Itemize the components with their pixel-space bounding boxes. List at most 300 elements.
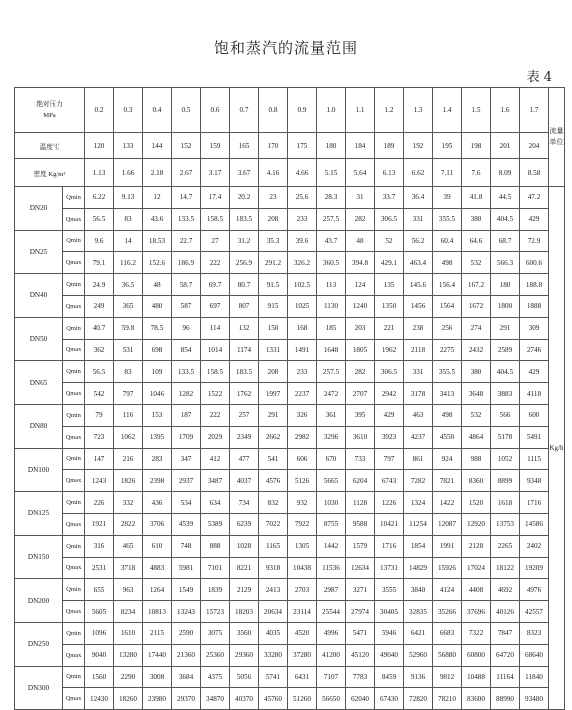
qmin-value: 380 xyxy=(462,361,491,383)
qmax-value: 72820 xyxy=(404,688,433,710)
qmin-value: 132 xyxy=(230,317,259,339)
qmax-value: 1921 xyxy=(85,513,114,535)
qmax-value: 4118 xyxy=(520,383,549,405)
density-value: 1.13 xyxy=(85,159,114,187)
qmax-value: 18203 xyxy=(230,601,259,623)
qmax-value: 5605 xyxy=(85,601,114,623)
qmax-value: 3883 xyxy=(491,383,520,405)
qmax-value: 331 xyxy=(404,208,433,230)
qmin-value: 4692 xyxy=(491,579,520,601)
qmax-value: 362 xyxy=(85,339,114,361)
qmin-value: 404.5 xyxy=(491,361,520,383)
table-row xyxy=(15,404,565,426)
qmin-value: 24.9 xyxy=(85,274,114,296)
qmax-value: 29370 xyxy=(172,688,201,710)
temperature-value: 180 xyxy=(317,133,346,159)
qmin-value: 1442 xyxy=(317,535,346,557)
qmax-value: 463.4 xyxy=(404,252,433,274)
qmin-value: 41.8 xyxy=(462,187,491,209)
dn-size-label: DN40 xyxy=(15,274,63,318)
qmax-value: 532 xyxy=(462,252,491,274)
density-value: 5.15 xyxy=(317,159,346,187)
temperature-value: 201 xyxy=(491,133,520,159)
qmax-value: 9318 xyxy=(259,557,288,579)
qmin-value: 3684 xyxy=(172,666,201,688)
qmax-value: 5491 xyxy=(520,426,549,448)
qmin-value: 33.7 xyxy=(375,187,404,209)
table-row xyxy=(15,492,565,514)
qmax-value: 3413 xyxy=(433,383,462,405)
dn-size-label: DN80 xyxy=(15,404,63,448)
qmin-value: 1096 xyxy=(85,622,114,644)
qmin-value: 116 xyxy=(114,404,143,426)
qmin-value: 361 xyxy=(317,404,346,426)
table-row xyxy=(15,426,565,448)
qmin-value: 72.9 xyxy=(520,230,549,252)
qmin-value: 39.6 xyxy=(288,230,317,252)
qmax-value: 1997 xyxy=(259,383,288,405)
qmax-value: 531 xyxy=(114,339,143,361)
qmax-label: Qmax xyxy=(63,688,85,710)
flow-unit-header-line2: 单位 xyxy=(549,138,564,146)
qmax-value: 2662 xyxy=(259,426,288,448)
qmax-value: 10813 xyxy=(143,601,172,623)
qmin-value: 9.6 xyxy=(85,230,114,252)
qmax-value: 257.5 xyxy=(317,208,346,230)
qmax-value: 8221 xyxy=(230,557,259,579)
table-row xyxy=(15,252,565,274)
qmin-value: 6431 xyxy=(288,666,317,688)
qmin-value: 156.4 xyxy=(433,274,462,296)
qmin-value: 355.5 xyxy=(433,361,462,383)
temperature-value: 175 xyxy=(288,133,317,159)
qmax-label: Qmax xyxy=(63,208,85,230)
pressure-value: 1.0 xyxy=(317,88,346,133)
qmax-value: 14586 xyxy=(520,513,549,535)
qmin-value: 412 xyxy=(201,448,230,470)
qmin-value: 1128 xyxy=(346,492,375,514)
qmax-value: 6743 xyxy=(375,470,404,492)
qmin-value: 1520 xyxy=(462,492,491,514)
qmax-value: 158.5 xyxy=(201,208,230,230)
qmin-value: 8323 xyxy=(520,622,549,644)
table-row xyxy=(15,208,565,230)
temperature-value: 120 xyxy=(85,133,114,159)
qmin-value: 1854 xyxy=(404,535,433,557)
qmin-value: 68.7 xyxy=(491,230,520,252)
qmin-value: 7322 xyxy=(462,622,491,644)
qmax-value: 21360 xyxy=(172,644,201,666)
qmax-value: 116.2 xyxy=(114,252,143,274)
qmax-value: 1025 xyxy=(288,295,317,317)
qmax-value: 222 xyxy=(201,252,230,274)
qmin-value: 436 xyxy=(143,492,172,514)
qmin-value: 60.4 xyxy=(433,230,462,252)
qmin-value: 463 xyxy=(404,404,433,426)
qmin-value: 216 xyxy=(114,448,143,470)
density-value: 4.16 xyxy=(259,159,288,187)
qmax-value: 4237 xyxy=(404,426,433,448)
qmax-value: 17440 xyxy=(143,644,172,666)
qmax-value: 183.5 xyxy=(230,208,259,230)
dn-size-label: DN25 xyxy=(15,230,63,274)
qmin-value: 11164 xyxy=(491,666,520,688)
qmin-value: 256 xyxy=(433,317,462,339)
qmax-value: 2472 xyxy=(317,383,346,405)
qmin-value: 7107 xyxy=(317,666,346,688)
qmax-value: 1709 xyxy=(172,426,201,448)
temperature-row xyxy=(15,133,565,159)
pressure-value: 0.7 xyxy=(230,88,259,133)
temperature-value: 159 xyxy=(201,133,230,159)
qmin-value: 309 xyxy=(520,317,549,339)
table-row xyxy=(15,230,565,252)
qmax-value: 62040 xyxy=(346,688,375,710)
qmin-label: Qmin xyxy=(63,535,85,557)
qmin-value: 2402 xyxy=(520,535,549,557)
qmax-label: Qmax xyxy=(63,601,85,623)
qmax-value: 56880 xyxy=(433,644,462,666)
qmin-value: 1618 xyxy=(491,492,520,514)
qmax-value: 12430 xyxy=(85,688,114,710)
qmax-value: 6239 xyxy=(230,513,259,535)
qmin-value: 932 xyxy=(288,492,317,514)
qmin-value: 208 xyxy=(259,361,288,383)
qmax-value: 9348 xyxy=(520,470,549,492)
qmin-value: 283 xyxy=(143,448,172,470)
qmin-value: 150 xyxy=(259,317,288,339)
qmax-value: 42557 xyxy=(520,601,549,623)
table-row xyxy=(15,622,565,644)
qmax-value: 1491 xyxy=(288,339,317,361)
qmin-value: 4996 xyxy=(317,622,346,644)
qmin-value: 316 xyxy=(85,535,114,557)
qmin-label: Qmin xyxy=(63,448,85,470)
temperature-value: 133 xyxy=(114,133,143,159)
qmin-value: 670 xyxy=(317,448,346,470)
pressure-value: 0.6 xyxy=(201,88,230,133)
qmin-value: 109 xyxy=(143,361,172,383)
qmax-value: 45120 xyxy=(346,644,375,666)
qmin-value: 566 xyxy=(491,404,520,426)
qmax-value: 1672 xyxy=(462,295,491,317)
table-row xyxy=(15,361,565,383)
qmin-value: 233 xyxy=(288,361,317,383)
qmin-value: 606 xyxy=(288,448,317,470)
qmin-value: 7847 xyxy=(491,622,520,644)
qmin-value: 96 xyxy=(172,317,201,339)
pressure-value: 1.2 xyxy=(375,88,404,133)
qmax-value: 23980 xyxy=(143,688,172,710)
qmax-value: 723 xyxy=(85,426,114,448)
qmin-value: 734 xyxy=(230,492,259,514)
density-value: 7.6 xyxy=(462,159,491,187)
qmax-value: 807 xyxy=(230,295,259,317)
density-value: 3.67 xyxy=(230,159,259,187)
qmin-value: 14.7 xyxy=(172,187,201,209)
temperature-label: 温度℃ xyxy=(15,133,85,159)
pressure-value: 1.1 xyxy=(346,88,375,133)
flow-unit-header-cell xyxy=(549,88,565,187)
qmax-value: 17024 xyxy=(462,557,491,579)
table-row xyxy=(15,688,565,710)
qmin-value: 1028 xyxy=(230,535,259,557)
qmax-label: Qmax xyxy=(63,252,85,274)
qmax-value: 1564 xyxy=(433,295,462,317)
qmin-value: 36.5 xyxy=(114,274,143,296)
qmin-label: Qmin xyxy=(63,317,85,339)
qmax-value: 1240 xyxy=(346,295,375,317)
qmin-value: 748 xyxy=(172,535,201,557)
qmin-value: 306.5 xyxy=(375,361,404,383)
qmax-value: 1522 xyxy=(201,383,230,405)
qmax-value: 15926 xyxy=(433,557,462,579)
qmax-value: 2746 xyxy=(520,339,549,361)
qmax-value: 49040 xyxy=(375,644,404,666)
qmax-value: 2432 xyxy=(462,339,491,361)
qmin-value: 5946 xyxy=(375,622,404,644)
qmin-value: 23 xyxy=(259,187,288,209)
temperature-value: 144 xyxy=(143,133,172,159)
qmin-label: Qmin xyxy=(63,274,85,296)
qmin-value: 153 xyxy=(143,404,172,426)
density-value: 2.18 xyxy=(143,159,172,187)
qmax-value: 306.5 xyxy=(375,208,404,230)
qmax-value: 7821 xyxy=(433,470,462,492)
qmax-label: Qmax xyxy=(63,557,85,579)
qmax-value: 18122 xyxy=(491,557,520,579)
qmin-value: 48 xyxy=(143,274,172,296)
qmax-value: 78210 xyxy=(433,688,462,710)
qmax-value: 12634 xyxy=(346,557,375,579)
qmin-value: 6.22 xyxy=(85,187,114,209)
pressure-value: 0.4 xyxy=(143,88,172,133)
qmin-value: 3008 xyxy=(143,666,172,688)
table-row xyxy=(15,601,565,623)
table-row xyxy=(15,557,565,579)
qmin-value: 797 xyxy=(375,448,404,470)
qmax-value: 4037 xyxy=(230,470,259,492)
table-row xyxy=(15,448,565,470)
qmax-value: 7922 xyxy=(288,513,317,535)
qmin-value: 326 xyxy=(288,404,317,426)
qmin-value: 39 xyxy=(433,187,462,209)
qmax-value: 8755 xyxy=(317,513,346,535)
table-row xyxy=(15,579,565,601)
qmin-value: 28.3 xyxy=(317,187,346,209)
qmin-value: 188.8 xyxy=(520,274,549,296)
qmax-value: 23114 xyxy=(288,601,317,623)
pressure-value: 0.2 xyxy=(85,88,114,133)
qmax-value: 1888 xyxy=(520,295,549,317)
qmax-value: 12087 xyxy=(433,513,462,535)
qmin-value: 238 xyxy=(404,317,433,339)
qmax-value: 3296 xyxy=(317,426,346,448)
qmin-value: 222 xyxy=(201,404,230,426)
document-title: 饱和蒸汽的流量范围 xyxy=(213,39,358,57)
qmin-value: 145.6 xyxy=(404,274,433,296)
qmax-value: 1762 xyxy=(230,383,259,405)
qmin-value: 332 xyxy=(114,492,143,514)
qmin-value: 541 xyxy=(259,448,288,470)
qmin-value: 3075 xyxy=(201,622,230,644)
qmax-value: 2398 xyxy=(143,470,172,492)
qmin-value: 600 xyxy=(520,404,549,426)
dn-size-label: DN100 xyxy=(15,448,63,492)
pressure-value: 0.8 xyxy=(259,88,288,133)
qmax-value: 40126 xyxy=(491,601,520,623)
flow-unit-header-line1: 流量 xyxy=(549,127,564,135)
qmin-value: 14 xyxy=(114,230,143,252)
qmax-value: 1805 xyxy=(346,339,375,361)
qmin-value: 1305 xyxy=(288,535,317,557)
qmax-value: 3487 xyxy=(201,470,230,492)
qmin-value: 40.7 xyxy=(85,317,114,339)
table-row xyxy=(15,513,565,535)
qmin-value: 2590 xyxy=(172,622,201,644)
qmin-value: 1839 xyxy=(201,579,230,601)
density-value: 5.64 xyxy=(346,159,375,187)
qmax-value: 13243 xyxy=(172,601,201,623)
qmax-value: 43.6 xyxy=(143,208,172,230)
flow-unit-value: Kg/h xyxy=(549,187,565,710)
qmin-value: 1579 xyxy=(346,535,375,557)
temperature-value: 192 xyxy=(404,133,433,159)
qmax-value: 13731 xyxy=(375,557,404,579)
qmax-value: 25544 xyxy=(317,601,346,623)
qmax-value: 11254 xyxy=(404,513,433,535)
qmin-value: 5471 xyxy=(346,622,375,644)
qmax-value: 355.5 xyxy=(433,208,462,230)
qmin-value: 18.53 xyxy=(143,230,172,252)
qmax-value: 67430 xyxy=(375,688,404,710)
qmin-value: 43.7 xyxy=(317,230,346,252)
qmin-value: 832 xyxy=(259,492,288,514)
qmin-value: 3555 xyxy=(375,579,404,601)
qmax-value: 3706 xyxy=(143,513,172,535)
qmax-value: 1014 xyxy=(201,339,230,361)
density-value: 4.66 xyxy=(288,159,317,187)
qmin-value: 2413 xyxy=(259,579,288,601)
table-row xyxy=(15,274,565,296)
qmax-value: 152.6 xyxy=(143,252,172,274)
qmax-value: 19209 xyxy=(520,557,549,579)
qmin-value: 2987 xyxy=(317,579,346,601)
pressure-value: 1.7 xyxy=(520,88,549,133)
qmax-value: 56650 xyxy=(317,688,346,710)
qmax-value: 13753 xyxy=(491,513,520,535)
qmax-value: 291.2 xyxy=(259,252,288,274)
qmin-value: 22.7 xyxy=(172,230,201,252)
temperature-value: 152 xyxy=(172,133,201,159)
qmin-value: 91.5 xyxy=(259,274,288,296)
qmin-value: 988 xyxy=(462,448,491,470)
qmax-value: 3648 xyxy=(462,383,491,405)
qmin-value: 282 xyxy=(346,361,375,383)
qmin-value: 64.6 xyxy=(462,230,491,252)
qmax-value: 2029 xyxy=(201,426,230,448)
qmax-value: 11536 xyxy=(317,557,346,579)
dn-size-label: DN50 xyxy=(15,317,63,361)
qmax-value: 6204 xyxy=(346,470,375,492)
qmin-value: 634 xyxy=(201,492,230,514)
qmax-value: 56.5 xyxy=(85,208,114,230)
qmin-value: 1549 xyxy=(172,579,201,601)
qmax-value: 37280 xyxy=(288,644,317,666)
qmin-value: 80.7 xyxy=(230,274,259,296)
table-row xyxy=(15,383,565,405)
qmin-value: 3271 xyxy=(346,579,375,601)
density-value: 8.58 xyxy=(520,159,549,187)
qmin-value: 4520 xyxy=(288,622,317,644)
qmin-value: 44.5 xyxy=(491,187,520,209)
dn-size-label: DN65 xyxy=(15,361,63,405)
qmin-value: 5056 xyxy=(230,666,259,688)
qmin-value: 347 xyxy=(172,448,201,470)
qmin-value: 733 xyxy=(346,448,375,470)
qmax-value: 33280 xyxy=(259,644,288,666)
qmax-value: 186.9 xyxy=(172,252,201,274)
qmax-value: 12920 xyxy=(462,513,491,535)
pressure-unit: MPa xyxy=(43,112,56,119)
qmax-value: 8899 xyxy=(491,470,520,492)
qmin-value: 113 xyxy=(317,274,346,296)
qmin-value: 3840 xyxy=(404,579,433,601)
density-label: 密度 Kg/m³ xyxy=(15,159,85,187)
qmax-value: 5665 xyxy=(317,470,346,492)
qmin-value: 8459 xyxy=(375,666,404,688)
qmax-value: 32835 xyxy=(404,601,433,623)
qmin-value: 221 xyxy=(375,317,404,339)
qmin-value: 1226 xyxy=(375,492,404,514)
qmin-value: 56.5 xyxy=(85,361,114,383)
table-row xyxy=(15,666,565,688)
qmin-value: 331 xyxy=(404,361,433,383)
qmin-value: 6683 xyxy=(433,622,462,644)
qmax-value: 1243 xyxy=(85,470,114,492)
pressure-header-cell xyxy=(15,88,85,133)
qmax-value: 9040 xyxy=(85,644,114,666)
qmin-value: 1165 xyxy=(259,535,288,557)
qmin-value: 1716 xyxy=(520,492,549,514)
qmax-value: 34870 xyxy=(201,688,230,710)
qmax-value: 13280 xyxy=(114,644,143,666)
temperature-value: 195 xyxy=(433,133,462,159)
qmax-value: 208 xyxy=(259,208,288,230)
pressure-value: 0.9 xyxy=(288,88,317,133)
qmax-value: 2275 xyxy=(433,339,462,361)
qmax-value: 697 xyxy=(201,295,230,317)
density-value: 6.62 xyxy=(404,159,433,187)
table-row xyxy=(15,317,565,339)
qmin-label: Qmin xyxy=(63,404,85,426)
qmax-value: 566.3 xyxy=(491,252,520,274)
qmin-value: 59.8 xyxy=(114,317,143,339)
qmax-value: 797 xyxy=(114,383,143,405)
qmax-value: 429 xyxy=(520,208,549,230)
qmin-value: 1052 xyxy=(491,448,520,470)
qmin-value: 56.2 xyxy=(404,230,433,252)
temperature-value: 170 xyxy=(259,133,288,159)
qmin-value: 257.5 xyxy=(317,361,346,383)
qmax-value: 256.9 xyxy=(230,252,259,274)
qmax-value: 429.1 xyxy=(375,252,404,274)
qmax-value: 1800 xyxy=(491,295,520,317)
qmax-value: 8234 xyxy=(114,601,143,623)
qmax-value: 64720 xyxy=(491,644,520,666)
pressure-value: 1.5 xyxy=(462,88,491,133)
qmax-value: 41200 xyxy=(317,644,346,666)
